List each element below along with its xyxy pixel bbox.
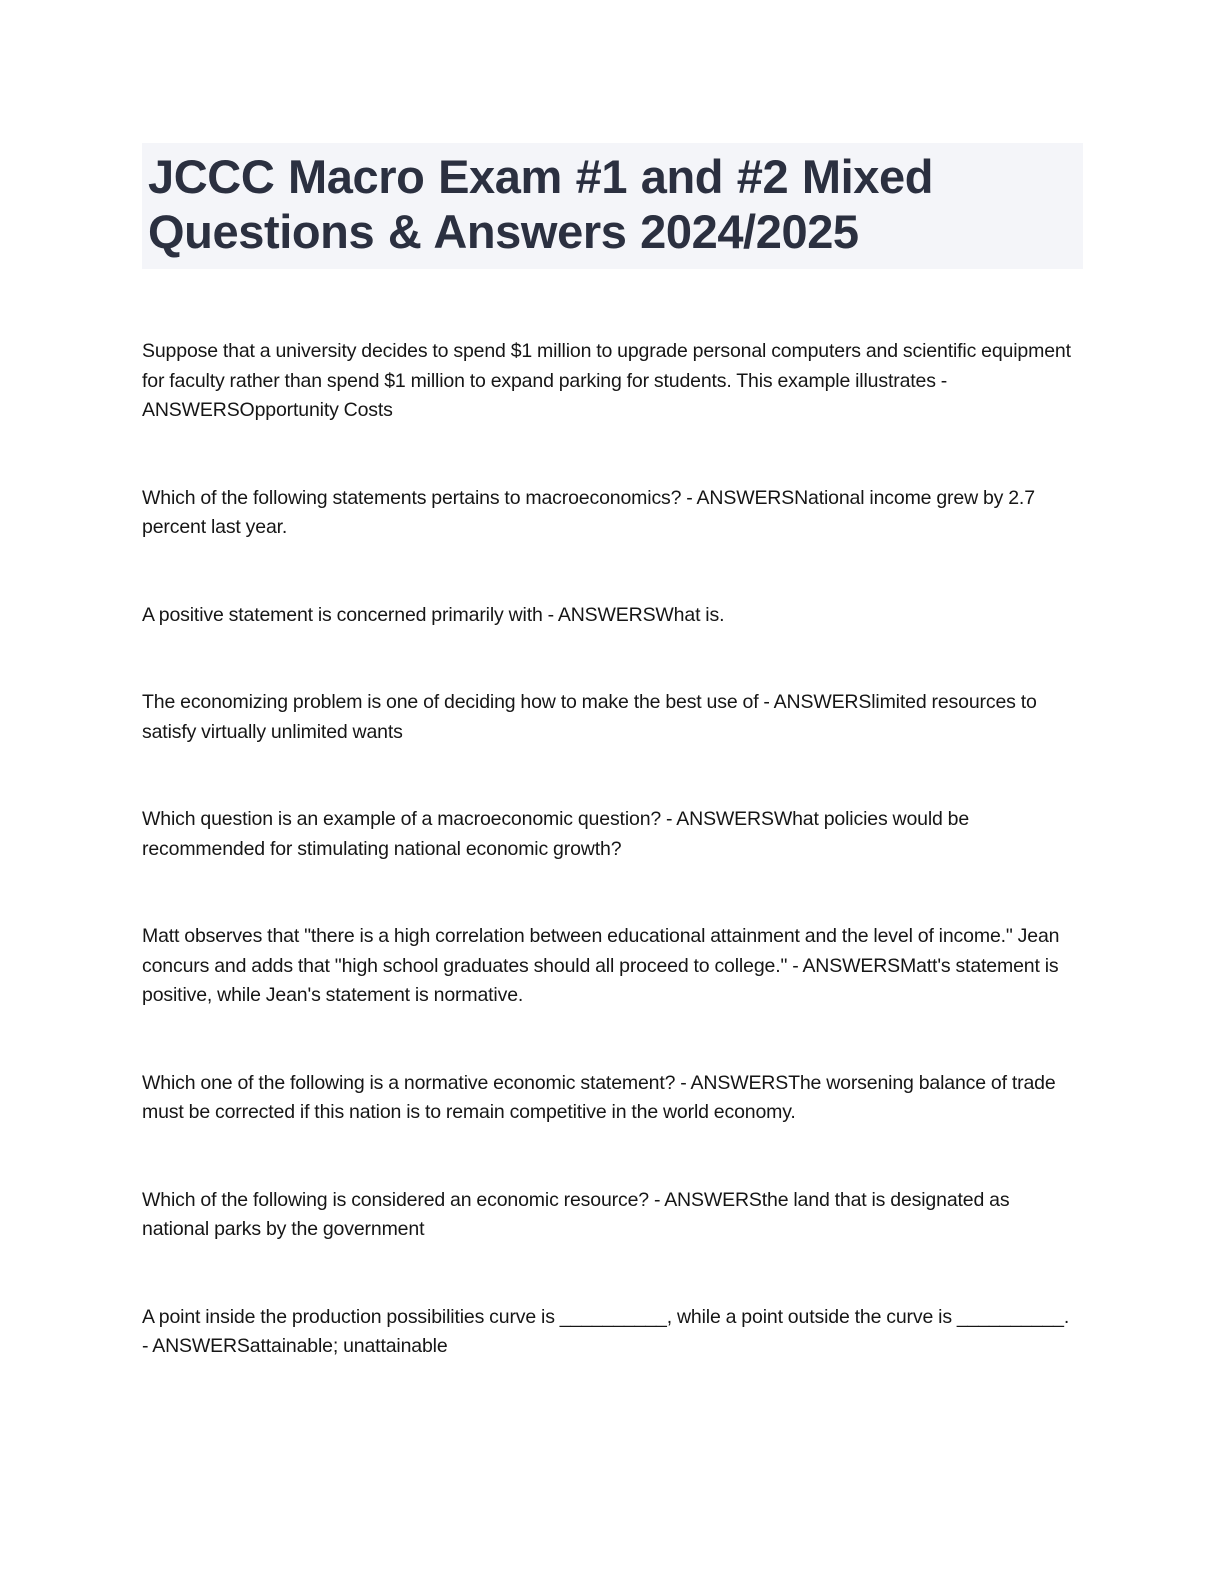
qa-item: A positive statement is concerned primarily with - ANSWERSWhat is. bbox=[142, 603, 725, 626]
qa-item: Matt observes that "there is a high correlation between educational attainment and the level of income." Jean concurs and adds that "high school graduates should all proceed to college." - ANSWERSMatt's statement is positive, while Jean's statement is normative. bbox=[142, 925, 1060, 1006]
qa-item: The economizing problem is one of deciding how to make the best use of - ANSWERSlimited resources to satisfy virtually unlimited wants bbox=[142, 691, 1037, 743]
qa-item: A point inside the production possibilities curve is __________, while a point outside the curve is __________. - ANSWERSattainable; unattainable bbox=[142, 1305, 1070, 1357]
qa-item: Which of the following statements pertains to macroeconomics? - ANSWERSNational income grew by 2.7 percent last year. bbox=[142, 486, 1035, 538]
document-title-band bbox=[142, 143, 1083, 269]
qa-item: Which of the following is considered an economic resource? - ANSWERSthe land that is designated as national parks by the government bbox=[142, 1188, 1010, 1240]
qa-item: Which one of the following is a normative economic statement? - ANSWERSThe worsening balance of trade must be corrected if this nation is to remain competitive in the world economy. bbox=[142, 1071, 1056, 1123]
qa-item: Which question is an example of a macroeconomic question? - ANSWERSWhat policies would be recommended for stimulating national economic growth? bbox=[142, 808, 970, 860]
page-title: JCCC Macro Exam #1 and #2 Mixed Questions & Answers 2024/2025 bbox=[148, 150, 934, 258]
qa-list bbox=[142, 337, 1078, 1362]
qa-item: Suppose that a university decides to spend $1 million to upgrade personal computers and scientific equipment for faculty rather than spend $1 million to expand parking for students. This example illustrates - ANSWERSOpportunity Costs bbox=[142, 340, 1071, 421]
